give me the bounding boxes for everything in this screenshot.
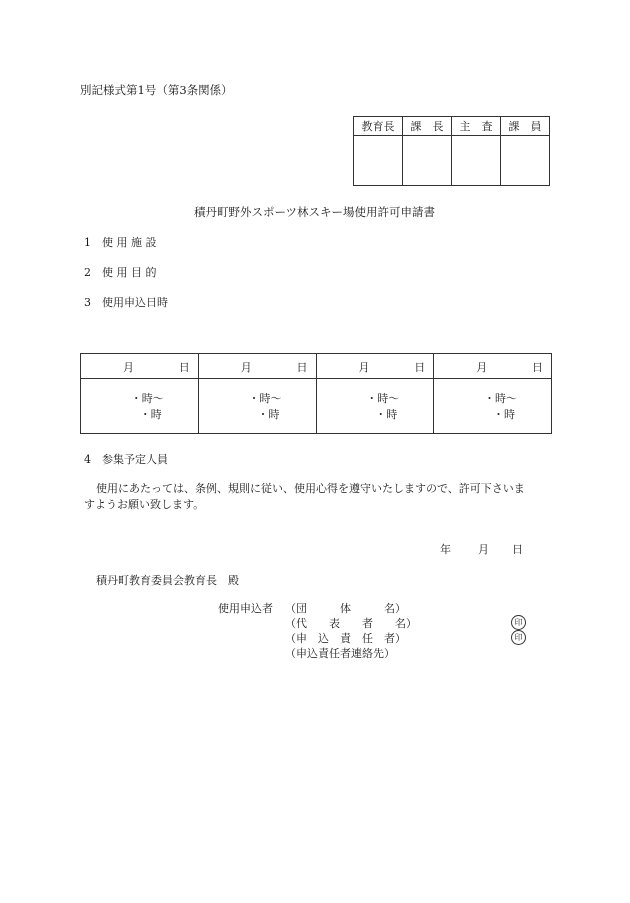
item-purpose: 2 使 用 目 的 <box>84 266 157 279</box>
applicant-contact-field: （申込責任者連絡先） <box>285 647 395 660</box>
day-label: 日 <box>532 361 543 374</box>
item-facility: 1 使 用 施 設 <box>84 236 157 249</box>
day-label: 日 <box>414 361 426 374</box>
time-to-label: ・時 <box>257 408 280 421</box>
stamp-box-superintendent[interactable] <box>354 136 403 186</box>
date-cell[interactable] <box>316 354 434 379</box>
time-cell[interactable] <box>81 379 199 434</box>
date-cell[interactable] <box>434 354 552 379</box>
date-cell[interactable] <box>198 354 316 379</box>
approval-header-staff: 課 員 <box>501 117 550 136</box>
time-to-label: ・時 <box>493 408 515 421</box>
date-day-label: 日 <box>512 543 523 556</box>
time-from-label: ・時～ <box>248 392 282 405</box>
date-cell[interactable] <box>81 354 199 379</box>
month-label: 月 <box>123 361 134 374</box>
approval-header-inspector: 主 査 <box>452 117 501 136</box>
time-cell[interactable] <box>434 379 552 434</box>
approval-stamp-table <box>353 116 550 186</box>
body-text-line1: 使用にあたっては、条例、規則に従い、使用心得を遵守いたしますので、許可下さいま <box>96 482 525 495</box>
body-text-line2: すようお願い致します。 <box>84 498 205 511</box>
time-from-label: ・時～ <box>366 392 400 405</box>
seal-mark-icon: 印 <box>511 630 526 645</box>
month-label: 月 <box>358 361 370 374</box>
seal-mark-icon: 印 <box>511 615 526 630</box>
date-year-label: 年 <box>440 543 451 556</box>
time-to-label: ・時 <box>375 408 398 421</box>
day-label: 日 <box>296 361 308 374</box>
applicant-rep-field: （代 表 者 名） <box>285 617 417 630</box>
time-cell[interactable] <box>198 379 316 434</box>
form-reference: 別記様式第1号（第3条関係） <box>80 83 233 97</box>
usage-date-table <box>80 353 552 434</box>
time-cell[interactable] <box>316 379 434 434</box>
item-datetime: 3 使用申込日時 <box>84 296 168 309</box>
item-attendees: 4 参集予定人員 <box>84 453 168 466</box>
time-from-label: ・時～ <box>130 392 164 405</box>
stamp-box-inspector[interactable] <box>452 136 501 186</box>
applicant-resp-field: （申 込 責 任 者） <box>285 632 406 645</box>
approval-header-section-chief: 課 長 <box>403 117 452 136</box>
time-to-label: ・時 <box>139 408 162 421</box>
month-label: 月 <box>476 361 488 374</box>
approval-header-superintendent: 教育長 <box>354 117 403 136</box>
addressee: 積丹町教育委員会教育長 殿 <box>96 574 239 587</box>
stamp-box-staff[interactable] <box>501 136 550 186</box>
month-label: 月 <box>240 361 252 374</box>
stamp-box-section-chief[interactable] <box>403 136 452 186</box>
document-title: 積丹町野外スポーツ林スキー場使用許可申請書 <box>194 205 436 219</box>
day-label: 日 <box>178 361 190 374</box>
date-month-label: 月 <box>478 543 489 556</box>
applicant-label: 使用申込者 <box>218 602 273 615</box>
applicant-org-field: （団 体 名） <box>285 602 406 615</box>
time-from-label: ・時～ <box>484 392 517 405</box>
